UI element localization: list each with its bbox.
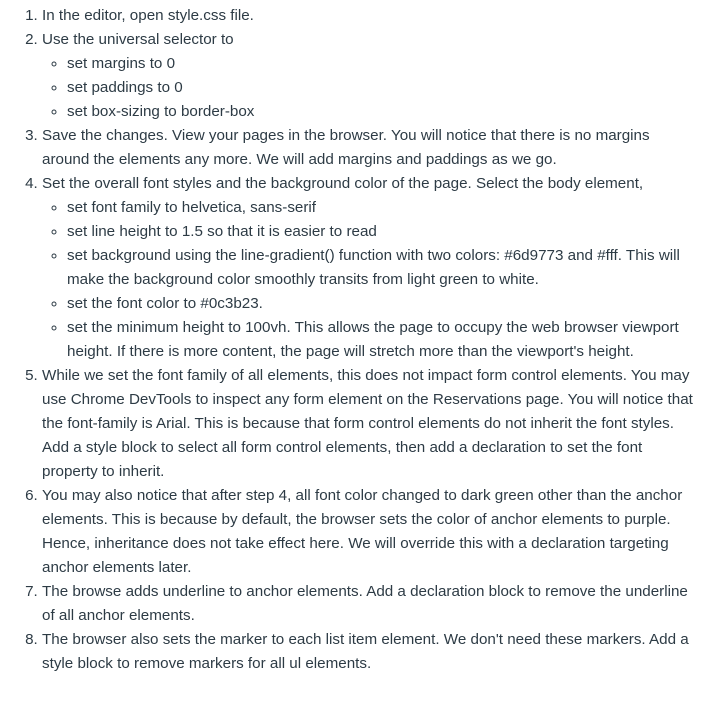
sub-item: ◦ set paddings to 0: [67, 76, 694, 100]
steps-list: [10, 4, 694, 676]
sub-item: ◦ set line height to 1.5 so that it is easier to read: [67, 220, 694, 244]
sub-item: ◦ set background using the line-gradient() function with two colors: #6d9773 and #fff. This will make the background color smoothly transits from light green to white.: [67, 244, 694, 292]
step-text: Use the universal selector to: [42, 31, 234, 48]
sub-list: [42, 196, 694, 364]
step-text: The browser also sets the marker to each list item element. We don't need these markers. Add a style block to remove markers for all ul elements.: [42, 631, 689, 672]
sub-item: ◦ set the minimum height to 100vh. This allows the page to occupy the web browser viewport height. If there is more content, the page will stretch more than the viewport's height.: [67, 316, 694, 364]
step-item: [42, 580, 694, 628]
sub-item: ◦ set box-sizing to border-box: [67, 100, 694, 124]
step-item: [42, 4, 694, 28]
step-item: [42, 484, 694, 580]
step-item: [42, 124, 694, 172]
step-text: While we set the font family of all elements, this does not impact form control elements. You may use Chrome DevTools to inspect any form element on the Reservations page. You will notice that the font-family is Arial. This is because that form control elements do not inherit the font styles. Add a style block to select all form control elements, then add a declaration to set the font property to inherit.: [42, 367, 693, 480]
step-text: Set the overall font styles and the background color of the page. Select the body element,: [42, 175, 644, 192]
step-item: [42, 364, 694, 484]
sub-item: ◦ set font family to helvetica, sans-serif: [67, 196, 694, 220]
step-item: [42, 172, 694, 364]
sub-item: ◦ set the font color to #0c3b23.: [67, 292, 694, 316]
step-item: [42, 28, 694, 124]
step-text: You may also notice that after step 4, all font color changed to dark green other than the anchor elements. This is because by default, the browser sets the color of anchor elements to purple. Hence, inheritance does not take effect here. We will override this with a declaration targeting anchor elements later.: [42, 487, 683, 576]
step-item: [42, 628, 694, 676]
step-text: The browse adds underline to anchor elements. Add a declaration block to remove the underline of all anchor elements.: [42, 583, 688, 624]
step-text: Save the changes. View your pages in the browser. You will notice that there is no margins around the elements any more. We will add margins and paddings as we go.: [42, 127, 650, 168]
step-text: In the editor, open style.css file.: [42, 7, 254, 24]
sub-list: [42, 52, 694, 124]
sub-item: ◦ set margins to 0: [67, 52, 694, 76]
